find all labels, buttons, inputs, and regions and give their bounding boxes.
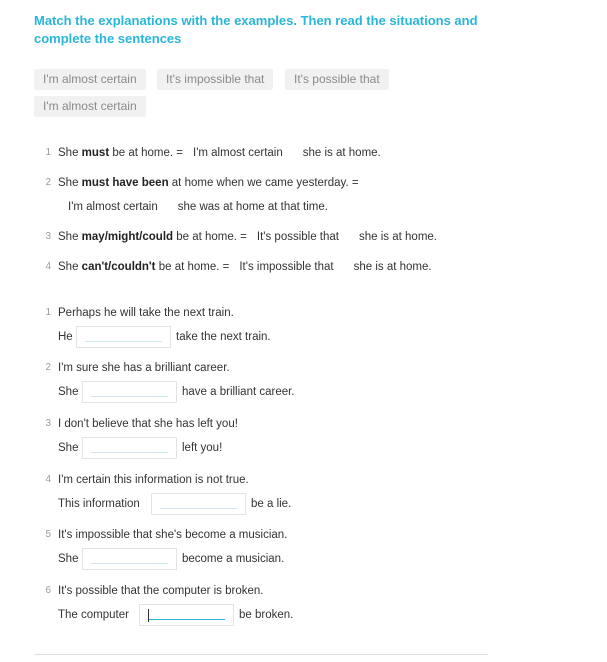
exercise-number: 4: [45, 474, 51, 485]
exercise-situation: I'm certain this information is not true.: [58, 474, 249, 486]
sentence-start: She: [58, 442, 79, 454]
example-number: 2: [45, 177, 51, 188]
exercise-number: 5: [45, 529, 51, 540]
divider: [34, 654, 488, 655]
example-number: 1: [45, 147, 51, 158]
exercise-number: 2: [45, 362, 51, 373]
example-text: She: [58, 261, 82, 273]
answer-chip[interactable]: I'm almost certain: [34, 69, 146, 90]
example-text: she is at home.: [353, 261, 432, 273]
example-answer: I'm almost certain: [193, 147, 283, 159]
example-text: She: [58, 231, 82, 243]
exercise-situation: I don't believe that she has left you!: [58, 418, 238, 430]
example-text: at home when we came yesterday. =: [168, 177, 359, 189]
example-line-2-cont: [68, 199, 328, 215]
example-number: 3: [45, 231, 51, 242]
example-text: she is at home.: [359, 231, 437, 243]
example-line-2: [58, 175, 359, 191]
answer-input[interactable]: [151, 493, 246, 515]
example-text: be at home. =: [155, 261, 230, 273]
sentence-end: have a brilliant career.: [182, 386, 295, 398]
sentence-start: She: [58, 553, 79, 565]
answer-chip[interactable]: I'm almost certain: [34, 96, 146, 117]
text-caret: [148, 609, 149, 622]
exercise-situation: I'm sure she has a brilliant career.: [58, 362, 230, 374]
answer-input[interactable]: [82, 437, 177, 459]
example-answer: It's impossible that: [239, 261, 334, 273]
modal-verb: can't/couldn't: [81, 261, 156, 273]
example-answer: I'm almost certain: [68, 201, 158, 213]
sentence-start: She: [58, 386, 79, 398]
example-line-4: [58, 259, 432, 275]
example-line-1: [58, 145, 381, 161]
answer-chip[interactable]: It's possible that: [285, 69, 389, 90]
sentence-end: take the next train.: [176, 331, 271, 343]
modal-verb: must have been: [81, 177, 169, 189]
modal-verb: may/might/could: [81, 231, 174, 243]
example-text: she was at home at that time.: [177, 201, 328, 213]
answer-input-focused[interactable]: [139, 604, 234, 626]
answer-input[interactable]: [82, 381, 177, 403]
example-text: She: [58, 177, 82, 189]
answer-input[interactable]: [82, 548, 177, 570]
example-answer: It's possible that: [256, 231, 339, 243]
example-number: 4: [45, 261, 51, 272]
modal-verb: must: [81, 147, 110, 159]
sentence-end: be a lie.: [251, 498, 292, 510]
exercise-number: 3: [45, 418, 51, 429]
example-line-3: [58, 229, 437, 245]
example-text: she is at home.: [302, 147, 381, 159]
sentence-end: be broken.: [239, 609, 294, 621]
exercise-number: 1: [45, 307, 51, 318]
sentence-start: He: [58, 331, 73, 343]
answer-chip[interactable]: It's impossible that: [157, 69, 273, 90]
example-text: be at home. =: [109, 147, 183, 159]
exercise-situation: Perhaps he will take the next train.: [58, 307, 234, 319]
sentence-end: left you!: [182, 442, 223, 454]
sentence-start: This information: [58, 498, 140, 510]
example-text: She: [58, 147, 82, 159]
sentence-end: become a musician.: [182, 553, 285, 565]
instruction-text: Match the explanations with the examples. Then read the situations and complete the sentences: [34, 13, 478, 46]
sentence-start: The computer: [58, 609, 129, 621]
exercise-number: 6: [45, 585, 51, 596]
answer-input[interactable]: [76, 326, 171, 348]
example-text: be at home. =: [173, 231, 247, 243]
exercise-situation: It's possible that the computer is broken.: [58, 585, 264, 597]
exercise-situation: It's impossible that she's become a musician.: [58, 529, 288, 541]
